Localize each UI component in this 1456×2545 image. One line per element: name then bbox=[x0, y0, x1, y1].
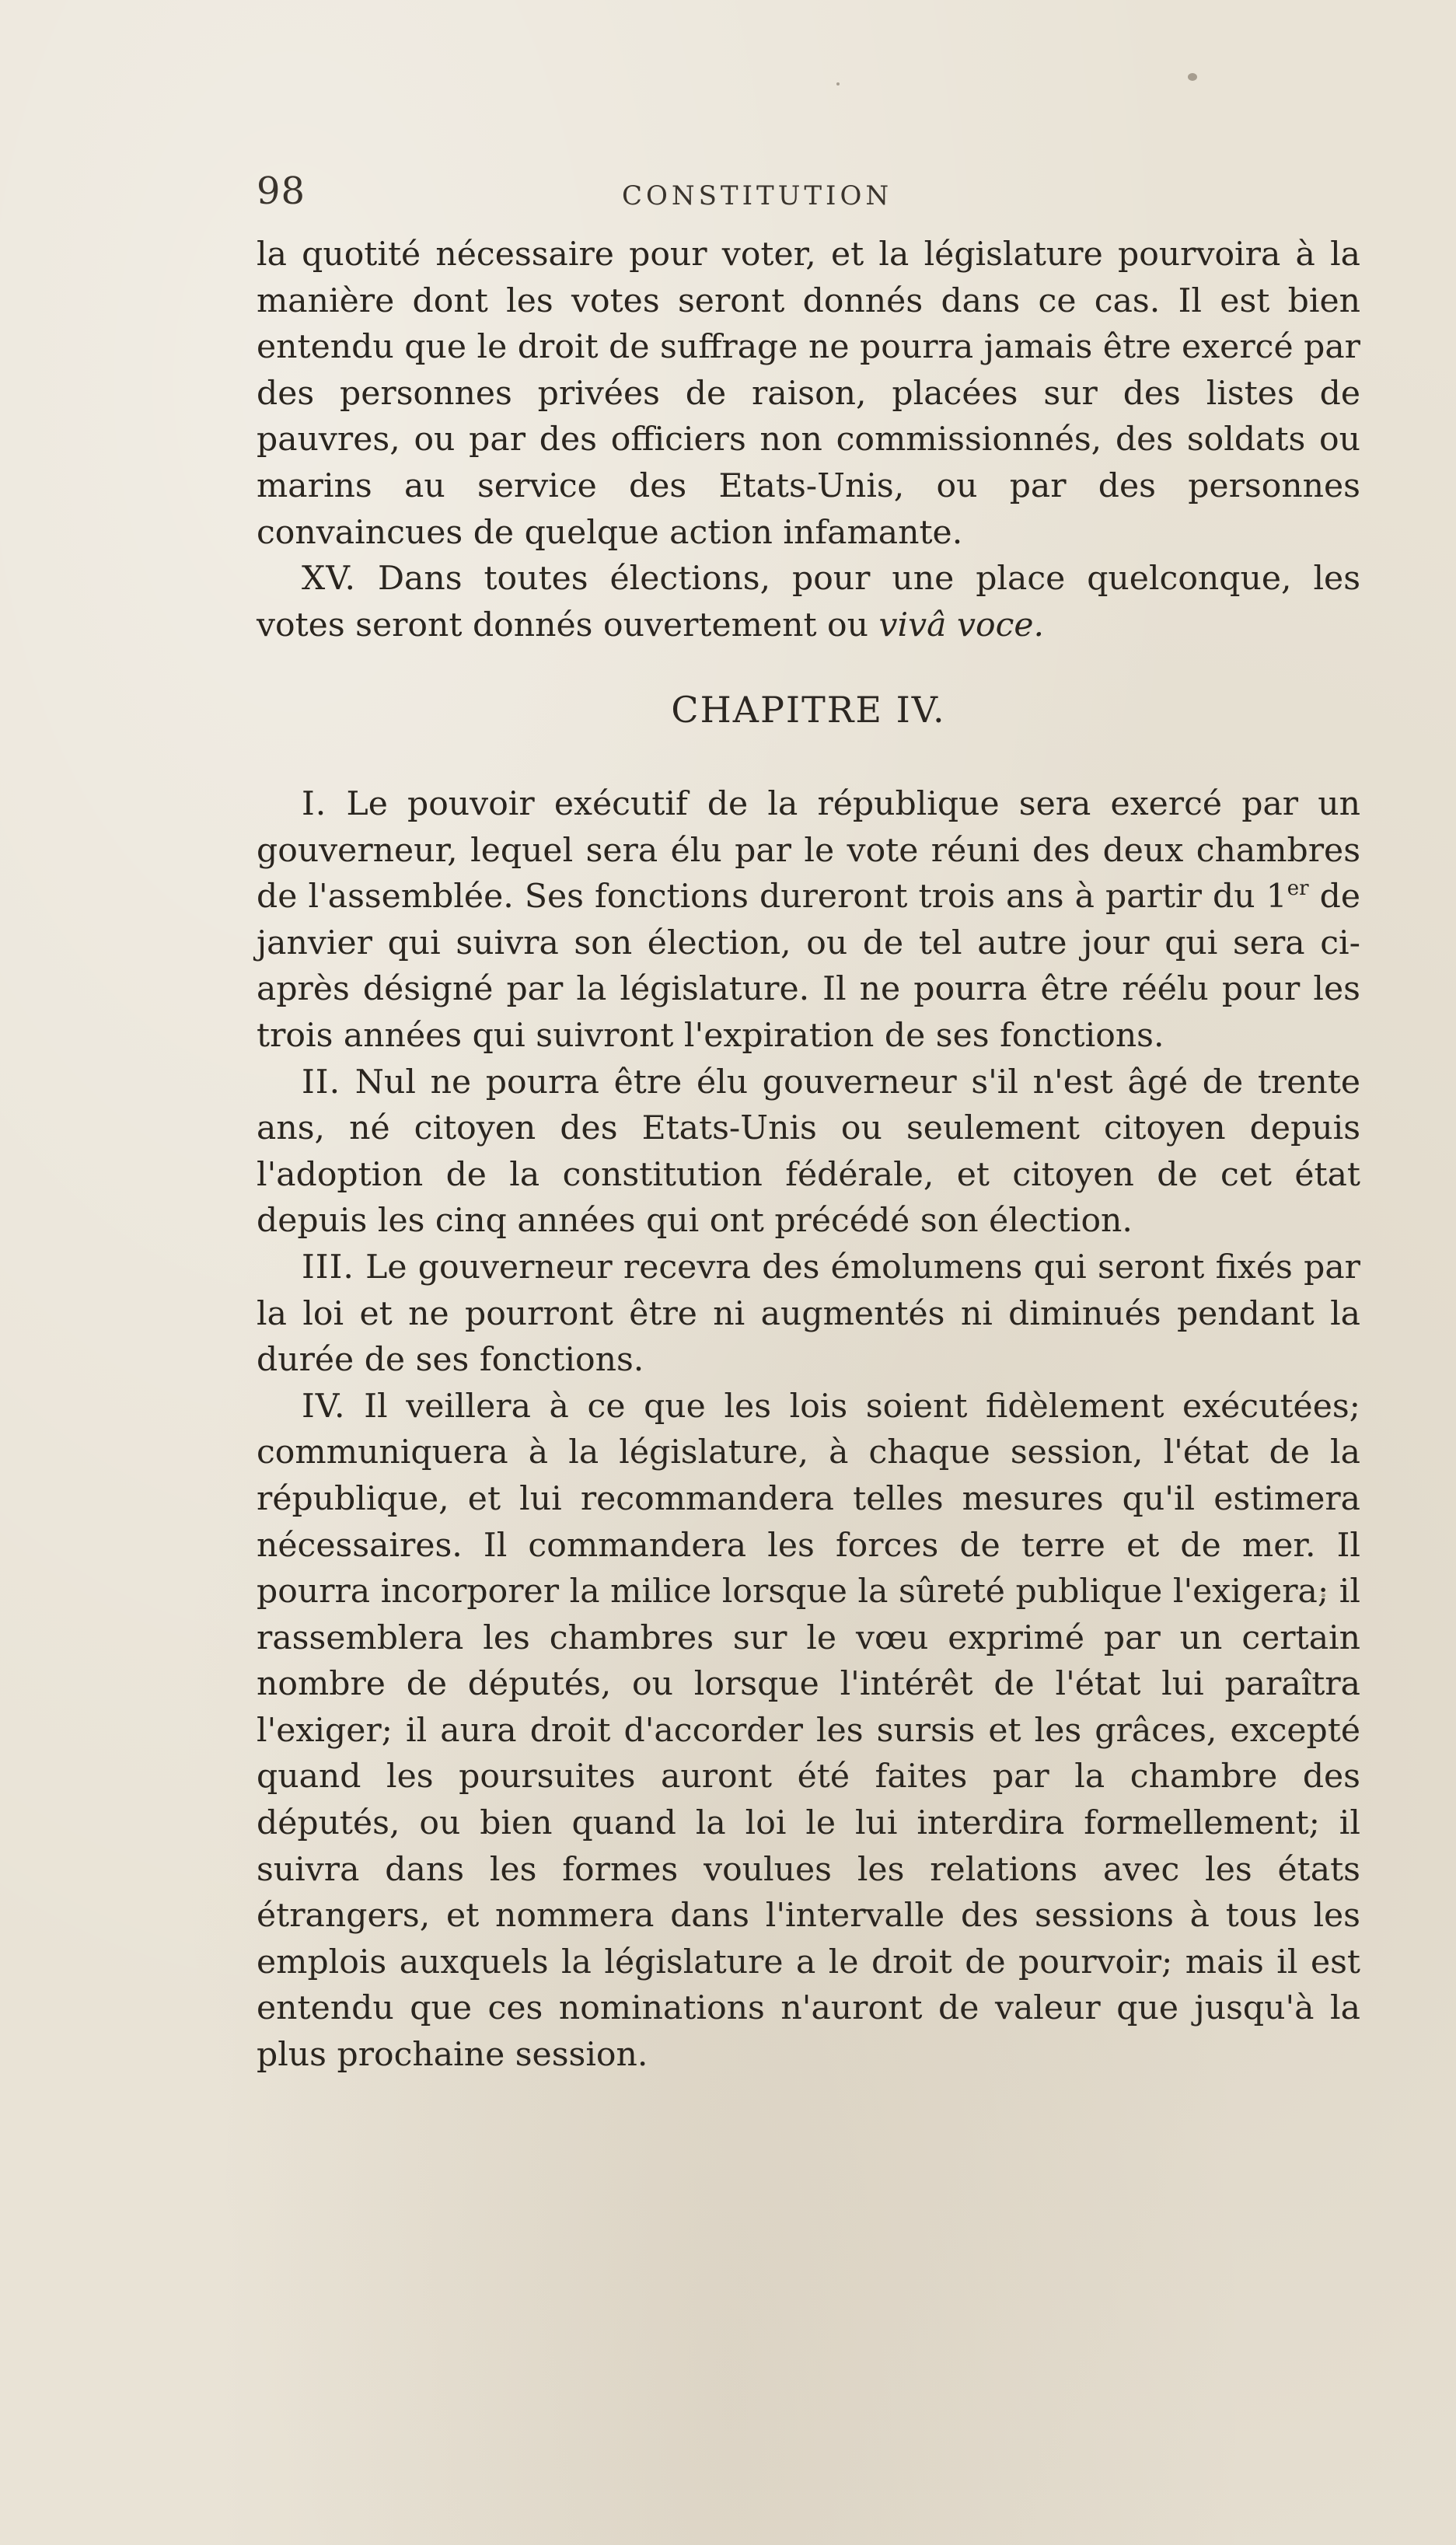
chapter-title: CHAPITRE IV. bbox=[671, 689, 946, 731]
text-block-chapter bbox=[257, 781, 1360, 2079]
article-text: Nul ne pourra être élu gouverneur s'il n'est âgé de trente ans, né citoyen des Etats-Unis ou seulement citoyen depuis l'adoption de la constitution fédérale, et citoyen de cet état depuis les cinq années qui ont précédé son élection. bbox=[257, 1063, 1360, 1241]
page-header bbox=[257, 169, 1360, 216]
article-number: IV. bbox=[302, 1387, 346, 1426]
article-i bbox=[257, 781, 1360, 1060]
article-number: XV. bbox=[302, 560, 357, 599]
page-number: 98 bbox=[257, 169, 306, 213]
article-xv bbox=[257, 556, 1360, 648]
article-text: Dans toutes élections, pour une place quelconque, les votes seront donnés ouvertement ou bbox=[257, 560, 1360, 644]
article-text: Il veillera à ce que les lois soient fidèlement exécutées; communiquera à la législature, à chaque session, l'état de la république, et lui recommandera telles mesures qu'il estimera nécessaires. Il commandera les forces de terre et de mer. Il pourra incorporer la milice lorsque la sûreté publique l'exigera; il rassemblera les chambres sur le vœu exprimé par un certain nombre de députés, ou lorsque l'intérêt de l'état lui paraîtra l'exiger; il aura droit d'accorder les sursis et les grâces, excepté quand les poursuites auront été faites par la chambre des députés, ou bien quand la loi le lui interdira formellement; il suivra dans les formes voulues les relations avec les états étrangers, et nommera dans l'intervalle des sessions à tous les emplois auxquels la législature a le droit de pourvoir; mais il est entendu que ces nominations n'auront de valeur que jusqu'à la plus prochaine session. bbox=[257, 1387, 1360, 2075]
article-iv bbox=[257, 1384, 1360, 2079]
article-iii bbox=[257, 1245, 1360, 1384]
article-text: Le gouverneur recevra des émolumens qui seront fixés par la loi et ne pourront être ni augmentés ni diminués pendant la durée de ses fonctions. bbox=[257, 1248, 1360, 1380]
article-ii bbox=[257, 1060, 1360, 1245]
article-italic-text: vivâ voce. bbox=[878, 606, 1045, 644]
continuation-paragraph: la quotité nécessaire pour voter, et la législature pourvoira à la manière dont les votes seront donnés dans ce cas. Il est bien entendu que le droit de suffrage ne pourra jamais être exercé par des personnes privées de raison, placées sur des listes de pauvres, ou par des officiers non commissionnés, des soldats ou marins au service des Etats-Unis, ou par des personnes convaincues de quelque action infamante. bbox=[257, 236, 1360, 552]
article-number: III. bbox=[302, 1248, 354, 1286]
running-head: CONSTITUTION bbox=[622, 180, 893, 211]
ordinal-superscript: er bbox=[1287, 877, 1309, 901]
text-block-top bbox=[257, 232, 1360, 648]
article-text: Le pouvoir exécutif de la république sera exercé par un gouverneur, lequel sera élu par le vote réuni des deux chambres de l'assemblée. Ses fonctions dureront trois ans à partir du 1 bbox=[257, 785, 1360, 916]
article-number: II. bbox=[302, 1063, 341, 1101]
article-text-continued: de janvier qui suivra son élection, ou de tel autre jour qui sera ci-après désigné par la législature. Il ne pourra être réélu pour les trois années qui suivront l'expiration de ses fonctions. bbox=[257, 878, 1360, 1055]
article-number: I. bbox=[302, 785, 327, 823]
